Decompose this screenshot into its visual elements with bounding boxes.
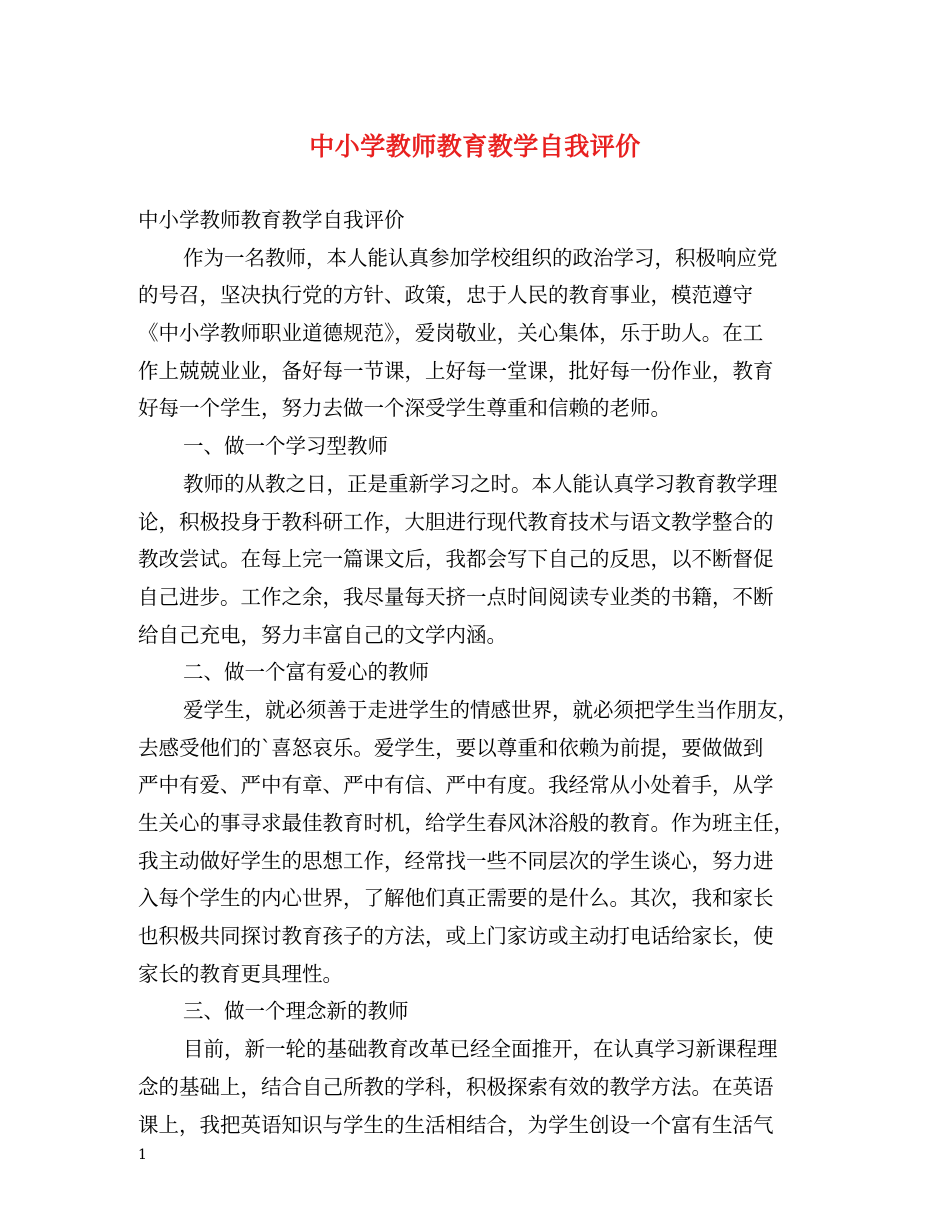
- body-line: 去感受他们的`喜怒哀乐。爱学生，要以尊重和依赖为前提，要做做到: [138, 735, 764, 760]
- page-number: 1: [138, 1147, 147, 1163]
- body-line: 也积极共同探讨教育孩子的方法，或上门家访或主动打电话给家长，使: [138, 924, 774, 949]
- body-line: 给自己充电，努力丰富自己的文学内涵。: [138, 622, 507, 647]
- document-body: [138, 202, 828, 1144]
- body-line: 《中小学教师职业道德规范》，爱岗敬业，关心集体，乐于助人。在工: [138, 321, 764, 346]
- body-line: 好每一个学生，努力去做一个深受学生尊重和信赖的老师。: [138, 396, 671, 421]
- body-line: 生关心的事寻求最佳教育时机，给学生春风沐浴般的教育。作为班主任，: [138, 811, 794, 835]
- body-line: 三、做一个理念新的教师: [183, 999, 409, 1024]
- body-line: 作为一名教师，本人能认真参加学校组织的政治学习，积极响应党: [183, 245, 778, 270]
- body-line: 严中有爱、严中有章、严中有信、严中有度。我经常从小处着手，从学: [138, 773, 774, 798]
- body-line: 家长的教育更具理性。: [138, 961, 343, 986]
- body-line: 教改尝试。在每上完一篇课文后，我都会写下自己的反思，以不断督促: [138, 547, 774, 572]
- body-line: 的号召，坚决执行党的方针、政策，忠于人民的教育事业，模范遵守: [138, 283, 753, 308]
- body-line: 作上兢兢业业，备好每一节课，上好每一堂课，批好每一份作业，教育: [138, 358, 774, 383]
- body-line: 二、做一个富有爱心的教师: [183, 660, 429, 685]
- body-line: 课上，我把英语知识与学生的生活相结合，为学生创设一个富有生活气: [138, 1112, 774, 1137]
- body-line: 中小学教师教育教学自我评价: [138, 208, 405, 232]
- body-line: 目前，新一轮的基础教育改革已经全面推开，在认真学习新课程理: [183, 1037, 778, 1062]
- body-line: 一、做一个学习型教师: [183, 434, 388, 459]
- body-line: 爱学生，就必须善于走进学生的情感世界，就必须把学生当作朋友，: [183, 697, 798, 722]
- body-line: 入每个学生的内心世界，了解他们真正需要的是什么。其次，我和家长: [138, 886, 774, 911]
- document-title: 中小学教师教育教学自我评价: [309, 132, 641, 161]
- body-line: 论，积极投身于教科研工作，大胆进行现代教育技术与语文教学整合的: [138, 509, 774, 534]
- body-line: 我主动做好学生的思想工作，经常找一些不同层次的学生谈心，努力进: [138, 848, 774, 873]
- body-line: 念的基础上，结合自己所教的学科，积极探索有效的教学方法。在英语: [138, 1074, 774, 1099]
- body-line: 教师的从教之日，正是重新学习之时。本人能认真学习教育教学理: [183, 471, 778, 496]
- body-line: 自己进步。工作之余，我尽量每天挤一点时间阅读专业类的书籍，不断: [138, 584, 774, 609]
